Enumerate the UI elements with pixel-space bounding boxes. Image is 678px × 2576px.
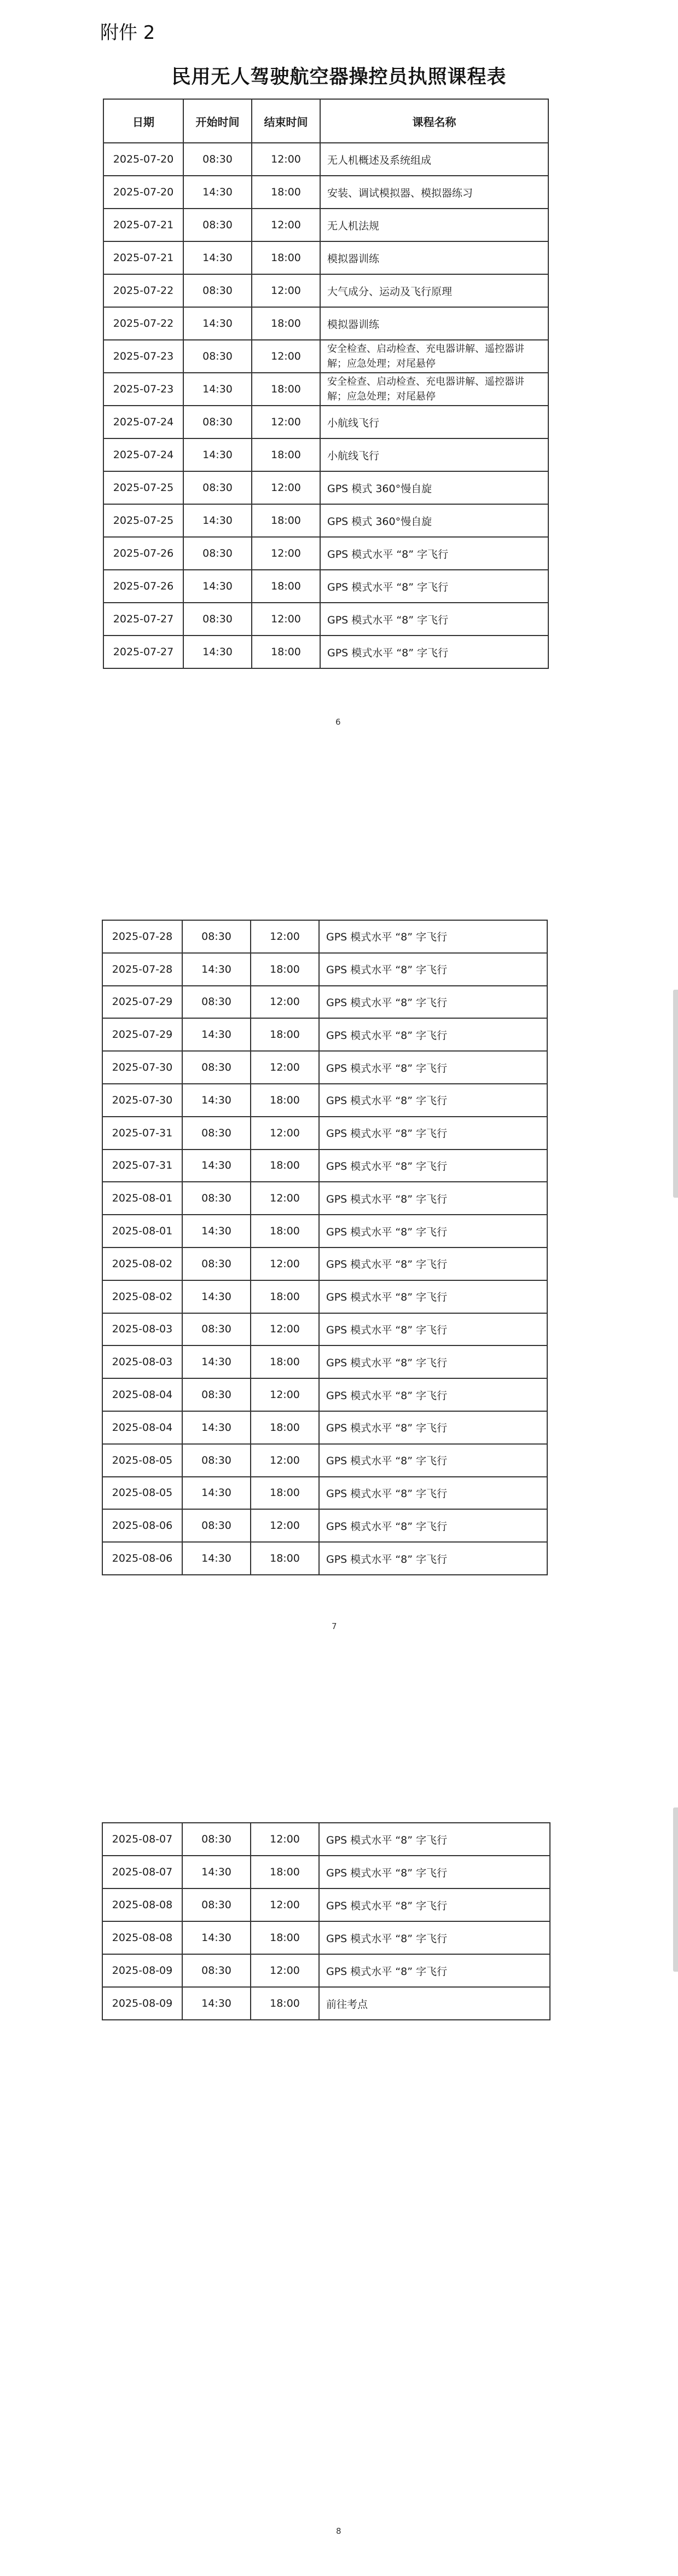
- scrollbar-thumb[interactable]: [673, 1807, 678, 1972]
- cell-start-time: 08:30: [183, 471, 252, 504]
- cell-end-time: 18:00: [251, 1987, 319, 2020]
- cell-start-time: 14:30: [182, 1921, 251, 1954]
- cell-end-time: 12:00: [251, 1051, 319, 1084]
- attachment-label: 附件 2: [100, 22, 155, 44]
- cell-end-time: 18:00: [252, 570, 320, 603]
- cell-date: 2025-08-04: [102, 1378, 182, 1411]
- cell-end-time: 12:00: [252, 537, 320, 570]
- cell-start-time: 14:30: [183, 636, 252, 668]
- cell-start-time: 14:30: [183, 373, 252, 406]
- table-row: [102, 1444, 547, 1477]
- header-course-name: 课程名称: [320, 99, 548, 143]
- table-row: [103, 241, 548, 274]
- table-row: [103, 307, 548, 340]
- cell-date: 2025-07-22: [103, 274, 183, 307]
- cell-course-name: GPS 模式水平 “8” 字飞行: [319, 1411, 547, 1444]
- cell-course-name: GPS 模式 360°慢自旋: [320, 471, 548, 504]
- cell-course-name: 安全检查、启动检查、充电器讲解、遥控器讲解；应急处理；对尾悬停: [320, 340, 548, 373]
- cell-start-time: 08:30: [183, 143, 252, 176]
- cell-date: 2025-07-20: [103, 143, 183, 176]
- table-row: [102, 1280, 547, 1313]
- cell-date: 2025-07-22: [103, 307, 183, 340]
- cell-end-time: 18:00: [251, 1018, 319, 1051]
- cell-course-name: 无人机概述及系统组成: [320, 143, 548, 176]
- cell-date: 2025-07-30: [102, 1084, 182, 1117]
- cell-date: 2025-07-23: [103, 373, 183, 406]
- cell-date: 2025-07-31: [102, 1117, 182, 1150]
- cell-start-time: 08:30: [182, 1823, 251, 1856]
- table-row: [102, 986, 547, 1019]
- table-row: [102, 1411, 547, 1444]
- cell-start-time: 08:30: [182, 1182, 251, 1215]
- cell-end-time: 12:00: [251, 1313, 319, 1346]
- page-number: 6: [335, 717, 341, 727]
- table-row: [103, 406, 548, 438]
- cell-end-time: 18:00: [251, 953, 319, 986]
- schedule-table-page-1: [103, 99, 549, 669]
- cell-date: 2025-07-28: [102, 920, 182, 953]
- cell-course-name: GPS 模式水平 “8” 字飞行: [319, 1823, 550, 1856]
- table-row: [103, 373, 548, 406]
- cell-course-name: GPS 模式水平 “8” 字飞行: [319, 1247, 547, 1280]
- table-header-row: [103, 99, 548, 143]
- cell-date: 2025-08-05: [102, 1444, 182, 1477]
- cell-date: 2025-07-29: [102, 1018, 182, 1051]
- cell-date: 2025-07-28: [102, 953, 182, 986]
- table-row: [102, 1018, 547, 1051]
- cell-date: 2025-07-20: [103, 176, 183, 209]
- cell-end-time: 18:00: [251, 1542, 319, 1575]
- cell-start-time: 14:30: [182, 1215, 251, 1247]
- cell-course-name: GPS 模式水平 “8” 字飞行: [319, 1542, 547, 1575]
- cell-course-name: GPS 模式水平 “8” 字飞行: [319, 1280, 547, 1313]
- cell-start-time: 08:30: [183, 537, 252, 570]
- cell-date: 2025-08-02: [102, 1280, 182, 1313]
- cell-course-name: GPS 模式水平 “8” 字飞行: [319, 1117, 547, 1150]
- cell-start-time: 08:30: [183, 406, 252, 438]
- cell-start-time: 08:30: [182, 1444, 251, 1477]
- cell-start-time: 14:30: [182, 1018, 251, 1051]
- cell-start-time: 08:30: [182, 1313, 251, 1346]
- cell-start-time: 08:30: [182, 920, 251, 953]
- cell-date: 2025-08-04: [102, 1411, 182, 1444]
- cell-date: 2025-07-24: [103, 438, 183, 471]
- cell-start-time: 08:30: [182, 1378, 251, 1411]
- cell-course-name: 小航线飞行: [320, 438, 548, 471]
- cell-end-time: 18:00: [251, 1084, 319, 1117]
- cell-course-name: GPS 模式水平 “8” 字飞行: [319, 1313, 547, 1346]
- cell-course-name: GPS 模式水平 “8” 字飞行: [320, 570, 548, 603]
- cell-end-time: 12:00: [251, 1823, 319, 1856]
- cell-end-time: 18:00: [252, 504, 320, 537]
- cell-course-name: GPS 模式水平 “8” 字飞行: [319, 1150, 547, 1182]
- cell-start-time: 14:30: [182, 1280, 251, 1313]
- cell-date: 2025-08-08: [102, 1921, 182, 1954]
- table-row: [102, 1542, 547, 1575]
- cell-course-name: 模拟器训练: [320, 241, 548, 274]
- table-row: [102, 1182, 547, 1215]
- cell-end-time: 18:00: [251, 1411, 319, 1444]
- cell-course-name: GPS 模式水平 “8” 字飞行: [319, 1954, 550, 1987]
- cell-end-time: 18:00: [251, 1856, 319, 1888]
- cell-start-time: 08:30: [182, 1509, 251, 1542]
- cell-end-time: 18:00: [251, 1215, 319, 1247]
- table-row: [102, 1477, 547, 1510]
- table-row: [102, 1856, 550, 1888]
- cell-end-time: 18:00: [252, 176, 320, 209]
- cell-date: 2025-07-25: [103, 504, 183, 537]
- cell-course-name: GPS 模式水平 “8” 字飞行: [319, 1509, 547, 1542]
- cell-start-time: 08:30: [183, 274, 252, 307]
- cell-end-time: 12:00: [252, 603, 320, 636]
- table-row: [102, 920, 547, 953]
- cell-course-name: GPS 模式水平 “8” 字飞行: [319, 1084, 547, 1117]
- cell-end-time: 12:00: [251, 1117, 319, 1150]
- cell-start-time: 08:30: [182, 1888, 251, 1921]
- cell-date: 2025-07-31: [102, 1150, 182, 1182]
- cell-course-name: GPS 模式水平 “8” 字飞行: [319, 1444, 547, 1477]
- cell-start-time: 14:30: [183, 570, 252, 603]
- cell-start-time: 14:30: [183, 307, 252, 340]
- cell-end-time: 18:00: [251, 1345, 319, 1378]
- table-row: [103, 603, 548, 636]
- header-date: 日期: [103, 99, 183, 143]
- cell-date: 2025-07-30: [102, 1051, 182, 1084]
- cell-date: 2025-08-07: [102, 1823, 182, 1856]
- cell-start-time: 08:30: [182, 1247, 251, 1280]
- cell-start-time: 14:30: [183, 176, 252, 209]
- scrollbar-thumb[interactable]: [673, 990, 678, 1198]
- table-row: [103, 274, 548, 307]
- table-row: [102, 1313, 547, 1346]
- cell-start-time: 08:30: [183, 209, 252, 241]
- table-row: [102, 1954, 550, 1987]
- table-row: [103, 176, 548, 209]
- cell-course-name: 安全检查、启动检查、充电器讲解、遥控器讲解；应急处理；对尾悬停: [320, 373, 548, 406]
- table-row: [102, 1084, 547, 1117]
- cell-start-time: 14:30: [182, 1477, 251, 1510]
- cell-start-time: 14:30: [183, 241, 252, 274]
- cell-start-time: 14:30: [182, 1411, 251, 1444]
- table-row: [102, 1117, 547, 1150]
- cell-date: 2025-08-05: [102, 1477, 182, 1510]
- cell-start-time: 08:30: [183, 340, 252, 373]
- cell-end-time: 12:00: [252, 209, 320, 241]
- schedule-table-page-3: [102, 1822, 550, 2020]
- cell-end-time: 18:00: [252, 241, 320, 274]
- cell-course-name: GPS 模式水平 “8” 字飞行: [319, 920, 547, 953]
- cell-start-time: 14:30: [182, 953, 251, 986]
- cell-end-time: 12:00: [251, 920, 319, 953]
- cell-course-name: 前往考点: [319, 1987, 550, 2020]
- cell-end-time: 18:00: [251, 1921, 319, 1954]
- cell-end-time: 18:00: [251, 1477, 319, 1510]
- cell-date: 2025-08-09: [102, 1954, 182, 1987]
- cell-course-name: GPS 模式水平 “8” 字飞行: [319, 1182, 547, 1215]
- table-row: [102, 1215, 547, 1247]
- page-number: 7: [332, 1621, 337, 1631]
- cell-date: 2025-07-29: [102, 986, 182, 1019]
- cell-course-name: GPS 模式 360°慢自旋: [320, 504, 548, 537]
- cell-date: 2025-07-27: [103, 603, 183, 636]
- cell-course-name: 安装、调试模拟器、模拟器练习: [320, 176, 548, 209]
- cell-date: 2025-07-21: [103, 209, 183, 241]
- cell-start-time: 08:30: [182, 1117, 251, 1150]
- cell-date: 2025-08-09: [102, 1987, 182, 2020]
- cell-end-time: 18:00: [252, 438, 320, 471]
- cell-start-time: 14:30: [182, 1856, 251, 1888]
- cell-course-name: 小航线飞行: [320, 406, 548, 438]
- cell-date: 2025-07-24: [103, 406, 183, 438]
- cell-course-name: GPS 模式水平 “8” 字飞行: [319, 986, 547, 1019]
- cell-course-name: GPS 模式水平 “8” 字飞行: [319, 1921, 550, 1954]
- cell-end-time: 12:00: [251, 1182, 319, 1215]
- table-row: [103, 570, 548, 603]
- cell-course-name: GPS 模式水平 “8” 字飞行: [319, 1378, 547, 1411]
- cell-start-time: 14:30: [183, 504, 252, 537]
- table-row: [103, 143, 548, 176]
- cell-end-time: 12:00: [251, 1509, 319, 1542]
- cell-date: 2025-07-26: [103, 537, 183, 570]
- cell-end-time: 12:00: [251, 986, 319, 1019]
- cell-date: 2025-07-23: [103, 340, 183, 373]
- cell-start-time: 08:30: [182, 1051, 251, 1084]
- cell-start-time: 14:30: [182, 1084, 251, 1117]
- cell-course-name: GPS 模式水平 “8” 字飞行: [319, 1051, 547, 1084]
- cell-course-name: GPS 模式水平 “8” 字飞行: [320, 603, 548, 636]
- cell-start-time: 14:30: [183, 438, 252, 471]
- cell-course-name: GPS 模式水平 “8” 字飞行: [320, 537, 548, 570]
- cell-date: 2025-08-06: [102, 1542, 182, 1575]
- table-row: [103, 438, 548, 471]
- cell-end-time: 18:00: [251, 1280, 319, 1313]
- cell-end-time: 12:00: [252, 143, 320, 176]
- cell-end-time: 18:00: [252, 373, 320, 406]
- cell-start-time: 14:30: [182, 1987, 251, 2020]
- cell-course-name: GPS 模式水平 “8” 字飞行: [319, 1856, 550, 1888]
- cell-course-name: 无人机法规: [320, 209, 548, 241]
- cell-end-time: 18:00: [252, 307, 320, 340]
- cell-start-time: 08:30: [182, 1954, 251, 1987]
- cell-end-time: 12:00: [252, 406, 320, 438]
- cell-end-time: 12:00: [252, 471, 320, 504]
- cell-start-time: 14:30: [182, 1345, 251, 1378]
- cell-date: 2025-08-01: [102, 1182, 182, 1215]
- cell-end-time: 12:00: [251, 1247, 319, 1280]
- cell-start-time: 14:30: [182, 1150, 251, 1182]
- table-row: [102, 1150, 547, 1182]
- table-row: [102, 1247, 547, 1280]
- table-row: [102, 1921, 550, 1954]
- table-row: [103, 471, 548, 504]
- cell-course-name: GPS 模式水平 “8” 字飞行: [319, 1477, 547, 1510]
- cell-date: 2025-08-03: [102, 1345, 182, 1378]
- cell-date: 2025-08-01: [102, 1215, 182, 1247]
- table-row: [102, 1987, 550, 2020]
- cell-end-time: 18:00: [252, 636, 320, 668]
- cell-end-time: 18:00: [251, 1150, 319, 1182]
- cell-course-name: 模拟器训练: [320, 307, 548, 340]
- table-row: [103, 537, 548, 570]
- table-row: [102, 1345, 547, 1378]
- cell-date: 2025-08-07: [102, 1856, 182, 1888]
- cell-end-time: 12:00: [252, 340, 320, 373]
- header-end-time: 结束时间: [252, 99, 320, 143]
- cell-date: 2025-07-27: [103, 636, 183, 668]
- cell-start-time: 08:30: [182, 986, 251, 1019]
- table-row: [103, 504, 548, 537]
- table-row: [102, 1378, 547, 1411]
- schedule-table-page-2: [102, 920, 548, 1575]
- cell-date: 2025-07-21: [103, 241, 183, 274]
- cell-end-time: 12:00: [251, 1378, 319, 1411]
- table-row: [102, 953, 547, 986]
- cell-course-name: GPS 模式水平 “8” 字飞行: [319, 953, 547, 986]
- cell-start-time: 14:30: [182, 1542, 251, 1575]
- cell-end-time: 12:00: [251, 1954, 319, 1987]
- cell-date: 2025-07-26: [103, 570, 183, 603]
- cell-end-time: 12:00: [252, 274, 320, 307]
- cell-course-name: GPS 模式水平 “8” 字飞行: [320, 636, 548, 668]
- cell-date: 2025-08-02: [102, 1247, 182, 1280]
- cell-date: 2025-08-03: [102, 1313, 182, 1346]
- table-row: [102, 1051, 547, 1084]
- cell-course-name: GPS 模式水平 “8” 字飞行: [319, 1345, 547, 1378]
- cell-start-time: 08:30: [183, 603, 252, 636]
- table-row: [103, 636, 548, 668]
- table-row: [102, 1888, 550, 1921]
- cell-date: 2025-08-06: [102, 1509, 182, 1542]
- table-row: [103, 340, 548, 373]
- page-number: 8: [336, 2526, 341, 2536]
- header-start-time: 开始时间: [183, 99, 252, 143]
- cell-course-name: GPS 模式水平 “8” 字飞行: [319, 1215, 547, 1247]
- cell-course-name: 大气成分、运动及飞行原理: [320, 274, 548, 307]
- cell-date: 2025-08-08: [102, 1888, 182, 1921]
- cell-end-time: 12:00: [251, 1444, 319, 1477]
- table-row: [102, 1823, 550, 1856]
- cell-course-name: GPS 模式水平 “8” 字飞行: [319, 1018, 547, 1051]
- cell-course-name: GPS 模式水平 “8” 字飞行: [319, 1888, 550, 1921]
- table-row: [103, 209, 548, 241]
- document-title: 民用无人驾驶航空器操控员执照课程表: [171, 66, 507, 88]
- cell-end-time: 12:00: [251, 1888, 319, 1921]
- cell-date: 2025-07-25: [103, 471, 183, 504]
- table-row: [102, 1509, 547, 1542]
